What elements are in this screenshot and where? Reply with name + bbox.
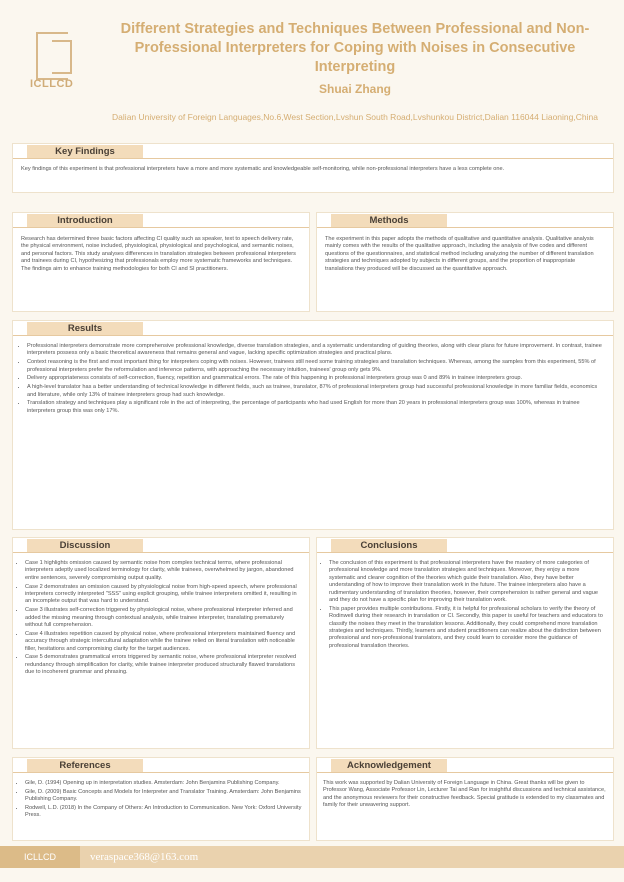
reference-item: • Gile, D. (2009) Basic Concepts and Models for Interpreter and Translator Training. Amsterdam: John Benjamins Publishing Company.	[25, 789, 303, 804]
conclusions-list	[321, 560, 607, 652]
poster-title: Different Strategies and Techniques Between Professional and Non-Professional Interpreters for Coping with Noises in Consecutive Interpreting	[120, 21, 590, 75]
reference-item: • Gile, D. (1994) Opening up in interpretation studies. Amsterdam: John Benjamins Publishing Company.	[25, 780, 303, 787]
key-findings-text: Key findings of this experiment is that professional interpreters have a more and more systematic and knowledgeable self-monitoring, while non-professional interpreters have a less complete one.	[21, 166, 505, 172]
key-findings-title: Key Findings	[27, 145, 143, 158]
discussion-item: • Case 5 demonstrates grammatical errors triggered by semantic noise, where professional interpreter resolved redundancy through simplification for clarity, while trainee interpreter produced structurally flawed translations due to incoherent grammar and phrasing.	[25, 654, 303, 676]
methods-panel	[316, 212, 614, 312]
conclusions-item: • This paper provides multiple contributions. Firstly, it is helpful for professional scholars to verify the theory of Rodinwell during their research in translation or CI. Secondly, this paper is useful for teachers and educators to classify the noises they meet in the translation lessons. Additionally, they could comprehend more translation strategies and techniques. Thirdly, learners and student practitioners can realize about the distinction between professional and non-professional translators, and they could learn to consider more the guidance of professional translation theories.	[329, 606, 607, 650]
references-title: References	[27, 759, 143, 772]
references-list	[17, 780, 303, 821]
discussion-title: Discussion	[27, 539, 143, 552]
methods-text: The experiment in this paper adopts the methods of qualitative and quantitative analysis. Qualitative analysis mainly comes with the results of the qualitative approach, including the analysis of five codes and different questions of the questionnaires, and statistical method including analyzing the number of different translation strategies and techniques adopted by subjects in different groups, and the proportion of inappropriate translations they produced will be discussed as the quantitative approach.	[325, 236, 594, 272]
results-item: • Translation strategy and techniques play a significant role in the act of interpreting, the percentage of participants who had used English for more than 20 years in professional interpreters group was 100%, whereas in trainee interpreters group this was only 17%.	[27, 400, 605, 415]
footer-conference-label: ICLLCD	[0, 846, 80, 868]
results-item: • Professional interpreters demonstrate more comprehensive professional knowledge, diverse translation strategies, and a systematic understanding of guiding theories, along with clear plans for future improvement. In contrast, trainee interpreters possess only a basic theoretical awareness that remains general and vague, lacking specific optimization strategies and practical plans.	[27, 343, 605, 358]
reference-item: • Rodwell, L.D. (2018) In the Company of Others: An Introduction to Communication. New York: Oxford University Press.	[25, 805, 303, 820]
discussion-item: • Case 3 illustrates self-correction triggered by physiological noise, where professional interpreter inferred and added the missing meaning through contextual analysis, while trainee interpreter, translating prematurely without full comprehension.	[25, 607, 303, 629]
author-name: Shuai Zhang	[319, 82, 391, 96]
discussion-list	[17, 560, 303, 678]
results-panel	[12, 320, 614, 530]
results-list	[19, 343, 605, 417]
discussion-panel	[12, 537, 310, 749]
key-findings-panel	[12, 143, 614, 193]
discussion-item: • Case 4 illustrates repetition caused by physical noise, where professional interpreters maintained fluency and accuracy through strategic intercultural adaptation while the trainee relied on literal translation with noticeable filler, hesitations and compromising clarity for the target audiences.	[25, 631, 303, 653]
results-item: • Context reasoning is the first and most important thing for interpreters coping with noises. However, trainees still need some training strategies and translation techniques. Whereas, among the samples from this experiment, 55% of professional interpreters prefer the reformulation and inference patterns, with approaching the necessary intuition, trainees' group only gets 9%.	[27, 359, 605, 374]
acknowledgement-text: This work was supported by Dalian University of Foreign Language in China. Great thanks will be given to Professor Wang, Associate Professor Lin, Lecturer Tai and Ran for insightful discussions and technical assistance, and the anonymous reviewers for their constructive feedback. Special gratitude is extended to my classmates and family for their unwavering support.	[323, 780, 606, 809]
acknowledgement-panel	[316, 757, 614, 841]
introduction-panel	[12, 212, 310, 312]
results-item: • Delivery appropriateness consists of self-correction, fluency, repetition and grammatical errors. The rate of this happening in professional interpreters group was 0 and 89% in trainee interpreters group.	[27, 375, 605, 382]
footer-bar	[0, 846, 624, 868]
results-title: Results	[27, 322, 143, 335]
author-affiliation: Dalian University of Foreign Languages,No.6,West Section,Lvshun South Road,Lvshunkou District,Dalian 116044 Liaoning,China	[112, 112, 598, 122]
discussion-item: • Case 2 demonstrates an omission caused by physiological noise from high-speed speech, where professional interpreters correctly interpreted "SSS" using explicit grouping, while trainee interpreters omitted it, resulting in an incomplete output that was hard to understand.	[25, 584, 303, 606]
introduction-text: Research has determined three basic factors affecting CI quality such as speaker, text to speech delivery rate, the physical environment, noise included, physiological, physiological and psychological, and semantic noises, and personal factors. This study analyses differences in translation strategies between professional interpreters and trainees during CI, hypothesizing that professionals employ more systematic frameworks and techniques. The findings aim to enhance training methodologies for both CI and SI practitioners.	[21, 236, 296, 272]
references-panel	[12, 757, 310, 841]
conclusions-panel	[316, 537, 614, 749]
logo-text: ICLLCD	[30, 78, 74, 90]
contact-email[interactable]: veraspace368@163.com	[90, 851, 199, 863]
logo-mark-inner	[52, 40, 72, 74]
conference-logo	[30, 32, 88, 92]
methods-title: Methods	[331, 214, 447, 227]
discussion-item: • Case 1 highlights omission caused by semantic noise from complex technical terms, where professional interpreters adeptly used localized terminology for clarity, while trainees, overwhelmed by jargon, abandoned entire sentences, severely compromising output quality.	[25, 560, 303, 582]
acknowledgement-title: Acknowledgement	[331, 759, 447, 772]
results-item: • A high-level translator has a better understanding of technical knowledge in different fields, such as trainee, translator, 87% of professional interpreters group had successful professional knowledge in more familiar fields, economics and literature, while only 13% of trainee interpreters group had such knowledge.	[27, 384, 605, 399]
introduction-title: Introduction	[27, 214, 143, 227]
conclusions-item: • The conclusion of this experiment is that professional interpreters have the mastery of more categories of professional knowledge and more translation strategies and techniques. Moreover, they enjoy a more systematic and clearer cognition of the theories which guide their translation. Also, they have better understanding of how to improve their translation work in the future. The trainee interpreters also have a rudimentary understanding of translation theories, however, their comprehension is rather general and vague and they do not have a specific plan for improving their translation work.	[329, 560, 607, 604]
conclusions-title: Conclusions	[331, 539, 447, 552]
